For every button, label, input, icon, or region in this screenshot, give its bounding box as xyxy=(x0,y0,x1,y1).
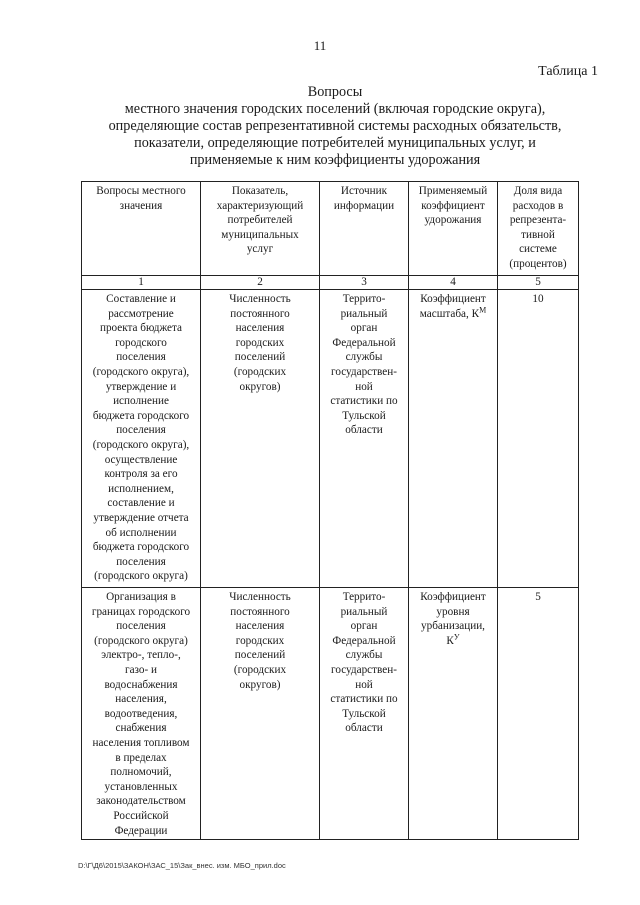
column-number: 4 xyxy=(409,276,498,290)
coefficient-cell xyxy=(409,588,498,840)
source-cell: Террито- риальный орган Федеральной службы государствен- ной статистики по Тульской области xyxy=(320,588,409,840)
title-line: местного значения городских поселений (включая городские округа), xyxy=(124,101,546,117)
header-cell: Доля вида расходов в репрезента- тивной системе (процентов) xyxy=(498,182,579,276)
coefficient-text: Коэффициент уровня урбанизации, К xyxy=(420,591,486,647)
share-cell: 10 xyxy=(498,290,579,588)
page-number: 11 xyxy=(313,38,327,53)
table-label: Таблица 1 xyxy=(538,64,598,79)
title-line: определяющие состав репрезентативной системы расходных обязательств, xyxy=(108,118,562,134)
column-number-row xyxy=(82,276,579,290)
file-path-footer: D:\Г\Д6\2015\ЗАКОН\ЗАС_15\Зак_внес. изм. МБО_прил.doc xyxy=(78,861,286,870)
column-number: 2 xyxy=(201,276,320,290)
column-number: 5 xyxy=(498,276,579,290)
coefficient-superscript: М xyxy=(479,304,487,314)
source-cell: Террито- риальный орган Федеральной службы государствен- ной статистики по Тульской области xyxy=(320,290,409,588)
table-row xyxy=(82,588,579,840)
header-cell: Показатель, характеризующий потребителей муниципальных услуг xyxy=(201,182,320,276)
document-title xyxy=(60,84,610,169)
expenditure-table xyxy=(81,181,579,840)
column-number: 3 xyxy=(320,276,409,290)
title-line: показатели, определяющие потребителей муниципальных услуг, и xyxy=(134,135,536,151)
title-line: применяемые к ним коэффициенты удорожания xyxy=(189,152,481,168)
indicator-cell: Численность постоянного населения городских поселений (городских округов) xyxy=(201,588,320,840)
indicator-cell: Численность постоянного населения городских поселений (городских округов) xyxy=(201,290,320,588)
header-cell: Применяемый коэффициент удорожания xyxy=(409,182,498,276)
header-cell: Вопросы местного значения xyxy=(82,182,201,276)
header-cell: Источник информации xyxy=(320,182,409,276)
table-header-row xyxy=(82,182,579,276)
share-cell: 5 xyxy=(498,588,579,840)
coefficient-superscript: У xyxy=(453,632,460,642)
question-cell: Составление и рассмотрение проекта бюджета городского поселения (городского округа), утверждение и исполнение бюджета городского поселения (городского округа), осуществление контроля за его исполнением, составление и утверждение отчета об исполнении бюджета городского поселения (городского округа) xyxy=(82,290,201,588)
column-number: 1 xyxy=(82,276,201,290)
coefficient-text: Коэффициент масштаба, К xyxy=(419,293,486,320)
table-row xyxy=(82,290,579,588)
coefficient-cell xyxy=(409,290,498,588)
title-line: Вопросы xyxy=(307,84,363,100)
question-cell: Организация в границах городского поселения (городского округа) электро-, тепло-, газо- и водоснабжения населения, водоотведения, снабжения населения топливом в пределах полномочий, установленных законодательством Российской Федерации xyxy=(82,588,201,840)
